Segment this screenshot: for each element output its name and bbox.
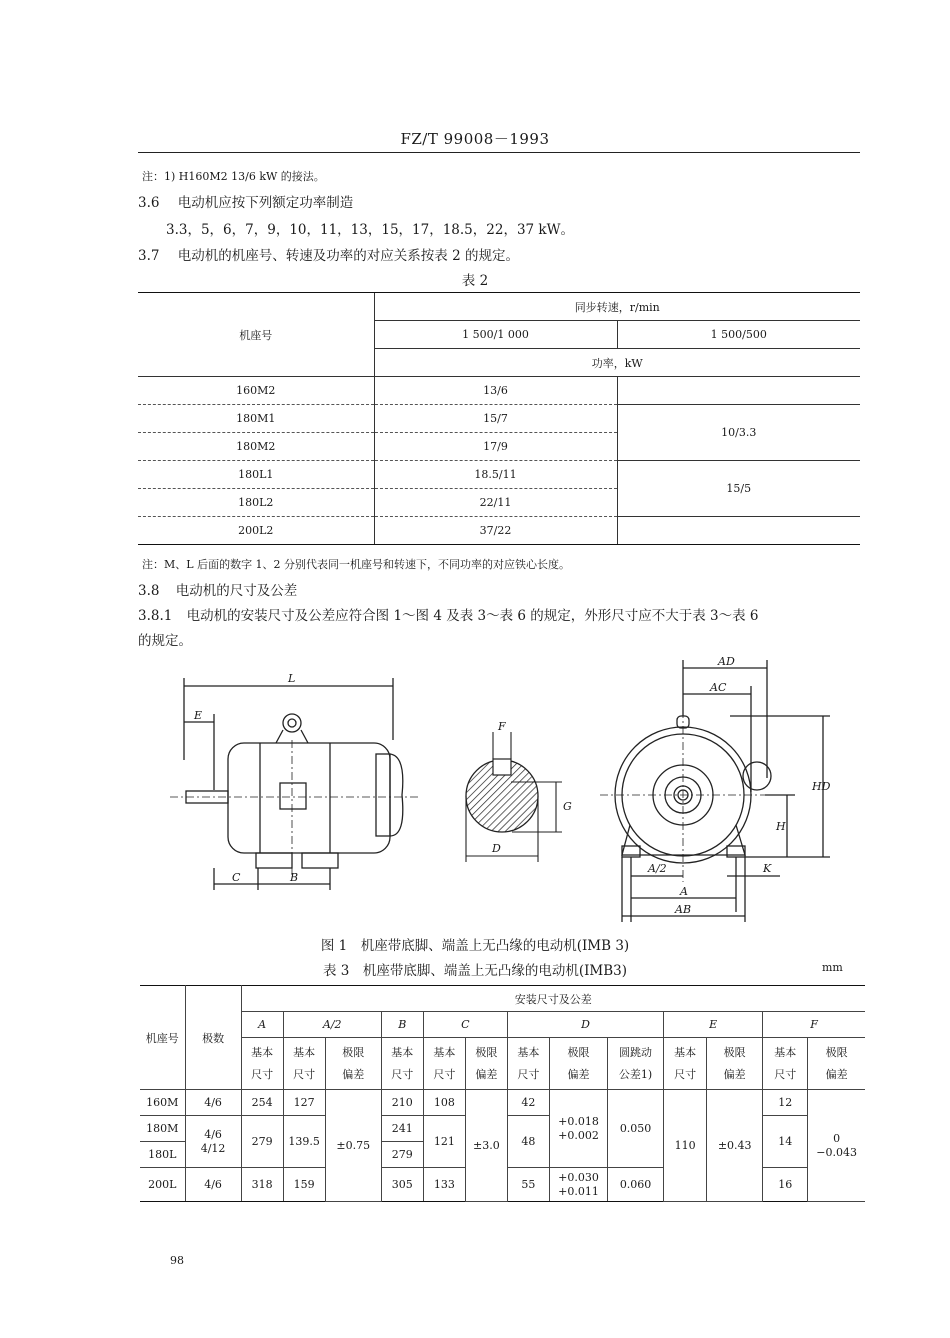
- speed-2: 1 500/500: [617, 321, 860, 349]
- tolerance-header: 极限 偏差: [325, 1038, 381, 1090]
- empty-cell: [617, 517, 860, 545]
- section-text-cont: 的规定。: [138, 633, 192, 649]
- power-values: 3.3，5，6，7，9，10，11，13，15，17，18.5，22，37 kW。: [166, 222, 574, 238]
- power-cell: 22/11: [374, 489, 617, 517]
- c-tolerance: ±3.0: [465, 1090, 507, 1202]
- dim-label-b: B: [290, 871, 299, 884]
- e-tolerance: ±0.43: [707, 1090, 763, 1202]
- table-3: [140, 985, 865, 1202]
- col-f: F: [763, 1012, 865, 1038]
- basic-size-header: 基本 尺寸: [241, 1038, 283, 1090]
- b-cell: 241: [381, 1116, 423, 1142]
- section-text: 电动机的机座号、转速及功率的对应关系按表 2 的规定。: [177, 248, 519, 264]
- dim-label-c: C: [232, 871, 241, 884]
- table-row: [140, 1090, 865, 1116]
- frame-cell: 180M: [140, 1116, 185, 1142]
- shaft-section-drawing: [466, 732, 562, 862]
- a2-cell: 139.5: [283, 1116, 325, 1168]
- power-cell: 13/6: [374, 377, 617, 405]
- d-cell: 48: [507, 1116, 549, 1168]
- note-1: 注：1) H160M2 13/6 kW 的接法。: [142, 170, 325, 183]
- frame-cell: 180M2: [138, 433, 374, 461]
- col-c: C: [423, 1012, 507, 1038]
- table3-unit: mm: [822, 961, 843, 974]
- figure-1-caption: 图 1 机座带底脚、端盖上无凸缘的电动机(IMB 3): [320, 938, 630, 954]
- table-row: [138, 517, 860, 545]
- e-cell: 110: [664, 1090, 707, 1202]
- dim-label-ad: AD: [718, 655, 735, 668]
- section-text: 电动机的安装尺寸及公差应符合图 1～图 4 及表 3～表 6 的规定，外形尺寸应不大于表 3～表 6: [186, 608, 759, 624]
- dim-label-f: F: [498, 720, 506, 733]
- power-cell: 37/22: [374, 517, 617, 545]
- dim-label-h: H: [776, 820, 786, 833]
- section-3-8-1: [138, 604, 863, 624]
- frame-cell: 180M1: [138, 405, 374, 433]
- table2-note: 注：M、L 后面的数字 1、2 分别代表同一机座号和转速下，不同功率的对应铁心长度。: [142, 558, 571, 571]
- table2-caption: 表 2: [461, 273, 489, 289]
- f-cell: 12: [763, 1090, 808, 1116]
- f-cell: 16: [763, 1168, 808, 1202]
- dim-label-l: L: [288, 672, 296, 685]
- f-cell: 14: [763, 1116, 808, 1168]
- col-a: A: [241, 1012, 283, 1038]
- a2-cell: 127: [283, 1090, 325, 1116]
- table-row: [138, 461, 860, 489]
- power-cell: 18.5/11: [374, 461, 617, 489]
- section-number: 3.8.1: [138, 608, 173, 624]
- col-e: E: [664, 1012, 763, 1038]
- section-text: 电动机的尺寸及公差: [175, 583, 298, 599]
- install-header: 安装尺寸及公差: [241, 986, 865, 1012]
- d-tolerance-2: +0.030 +0.011: [549, 1168, 607, 1202]
- c-cell: 121: [423, 1116, 465, 1168]
- a2-tolerance: ±0.75: [325, 1090, 381, 1202]
- col-speed-header: 同步转速，r/min: [374, 293, 860, 321]
- frame-cell: 200L: [140, 1168, 185, 1202]
- tolerance-header: 极限 偏差: [549, 1038, 607, 1090]
- poles-cell: 4/6: [185, 1090, 241, 1116]
- frame-cell: 160M: [140, 1090, 185, 1116]
- section-number: 3.8: [138, 583, 160, 599]
- col-frame-header: 机座号: [138, 293, 374, 377]
- page-header: FZ/T 99008－1993: [400, 130, 550, 148]
- table3-caption: 表 3 机座带底脚、端盖上无凸缘的电动机(IMB3): [322, 963, 628, 979]
- a-cell: 279: [241, 1116, 283, 1168]
- a-cell: 254: [241, 1090, 283, 1116]
- basic-size-header: 基本 尺寸: [283, 1038, 325, 1090]
- frame-header: 机座号: [140, 986, 185, 1090]
- basic-size-header: 基本 尺寸: [664, 1038, 707, 1090]
- tolerance-header: 极限 偏差: [808, 1038, 865, 1090]
- header-rule: [138, 152, 860, 153]
- table-row: [138, 377, 860, 405]
- a-cell: 318: [241, 1168, 283, 1202]
- d-cell: 42: [507, 1090, 549, 1116]
- c-cell: 133: [423, 1168, 465, 1202]
- merged-power-2: 15/5: [617, 461, 860, 517]
- dim-label-d: D: [492, 842, 501, 855]
- table-2: [138, 292, 860, 545]
- basic-size-header: 基本 尺寸: [507, 1038, 549, 1090]
- dim-label-hd: HD: [812, 780, 831, 793]
- table-row: [138, 405, 860, 433]
- tolerance-header: 极限 偏差: [465, 1038, 507, 1090]
- tolerance-header: 极限 偏差: [707, 1038, 763, 1090]
- dim-label-k: K: [763, 862, 772, 875]
- dim-label-g: G: [563, 800, 572, 813]
- col-b: B: [381, 1012, 423, 1038]
- section-3-8: [138, 579, 297, 599]
- d-cell: 55: [507, 1168, 549, 1202]
- power-cell: 17/9: [374, 433, 617, 461]
- dim-label-e: E: [194, 709, 203, 722]
- b-cell: 305: [381, 1168, 423, 1202]
- poles-cell: 4/6 4/12: [185, 1116, 241, 1168]
- section-3-7: [138, 244, 519, 264]
- f-tolerance: 0 −0.043: [808, 1090, 865, 1202]
- a2-cell: 159: [283, 1168, 325, 1202]
- page-number: 98: [170, 1254, 184, 1267]
- section-number: 3.6: [138, 195, 160, 211]
- basic-size-header: 基本 尺寸: [381, 1038, 423, 1090]
- section-number: 3.7: [138, 248, 160, 264]
- frame-cell: 160M2: [138, 377, 374, 405]
- b-cell: 210: [381, 1090, 423, 1116]
- frame-cell: 180L2: [138, 489, 374, 517]
- b-cell: 279: [381, 1142, 423, 1168]
- merged-power-1: 10/3.3: [617, 405, 860, 461]
- runout-1: 0.050: [608, 1090, 664, 1168]
- dim-label-ab: AB: [675, 903, 692, 916]
- frame-cell: 180L1: [138, 461, 374, 489]
- power-label: 功率，kW: [374, 349, 860, 377]
- empty-cell: [617, 377, 860, 405]
- frame-cell: 200L2: [138, 517, 374, 545]
- basic-size-header: 基本 尺寸: [423, 1038, 465, 1090]
- frame-cell: 180L: [140, 1142, 185, 1168]
- runout-2: 0.060: [608, 1168, 664, 1202]
- poles-cell: 4/6: [185, 1168, 241, 1202]
- side-view-drawing: [184, 678, 403, 890]
- runout-header: 圆跳动 公差1): [608, 1038, 664, 1090]
- figure-1-drawings: [170, 650, 870, 930]
- col-d: D: [507, 1012, 663, 1038]
- end-view-drawing: [615, 660, 830, 922]
- section-text: 电动机应按下列额定功率制造: [177, 195, 354, 211]
- basic-size-header: 基本 尺寸: [763, 1038, 808, 1090]
- d-tolerance-1: +0.018 +0.002: [549, 1090, 607, 1168]
- c-cell: 108: [423, 1090, 465, 1116]
- speed-1: 1 500/1 000: [374, 321, 617, 349]
- section-3-6: [138, 191, 353, 211]
- dim-label-a: A: [680, 885, 688, 898]
- power-cell: 15/7: [374, 405, 617, 433]
- dim-label-a2: A/2: [648, 862, 667, 875]
- col-a2: A/2: [283, 1012, 381, 1038]
- poles-header: 极数: [185, 986, 241, 1090]
- dim-label-ac: AC: [710, 681, 727, 694]
